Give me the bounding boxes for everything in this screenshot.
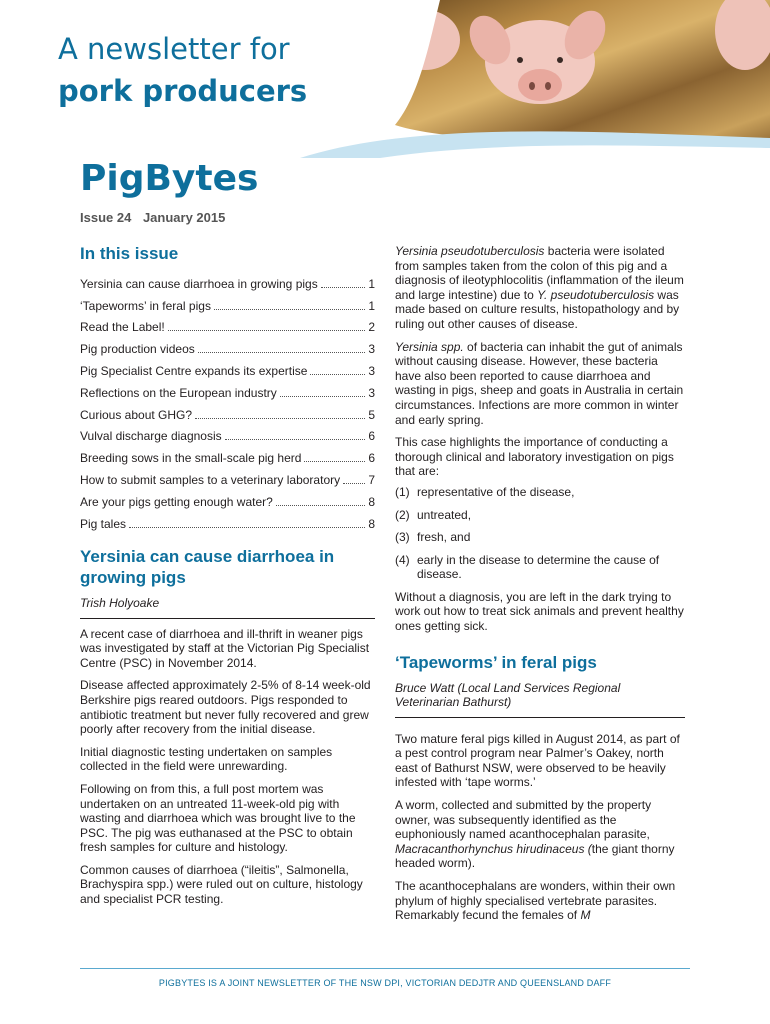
article1-paragraph: Without a diagnosis, you are left in the dark trying to work out how to treat sick animals and prevent healthy ones getting sick. (395, 589, 684, 634)
toc-item[interactable]: How to submit samples to a veterinary laboratory 7 (80, 472, 375, 487)
article1-paragraph: A recent case of diarrhoea and ill-thrift in weaner pigs was investigated by staff at the Victorian Pig Specialist Centre (PSC) in November 2014. (80, 626, 370, 670)
toc-item[interactable]: Pig tales 8 (80, 516, 375, 531)
tagline-line2: pork producers (58, 74, 308, 108)
article1-author: Trish Holyoake (80, 596, 375, 619)
toc-item[interactable]: ‘Tapeworms’ in feral pigs 1 (80, 298, 375, 313)
issue-info (80, 210, 233, 225)
toc-item[interactable]: Vulval discharge diagnosis 6 (80, 429, 375, 444)
article2-heading: ‘Tapeworms’ in feral pigs (395, 652, 597, 672)
footer-divider (80, 968, 690, 969)
article1-paragraph: Common causes of diarrhoea (“ileitis”, Salmonella, Brachyspira spp.) were ruled out on culture, histology and specialist PCR testing. (80, 862, 363, 907)
list-item: (3) fresh, and (395, 530, 471, 545)
list-item: (4) early in the disease to determine the cause of disease. (395, 552, 660, 582)
toc-item[interactable]: Are your pigs getting enough water? 8 (80, 494, 375, 509)
issue-number: Issue 24 (80, 210, 132, 225)
list-item: (2) untreated, (395, 507, 472, 522)
article2-author: Bruce Watt (Local Land Services Regional Veterinarian Bathurst) (395, 681, 685, 718)
article1-heading: Yersinia can cause diarrhoea in growing pigs (80, 546, 335, 587)
issue-date: January 2015 (142, 210, 226, 225)
table-of-contents (80, 269, 375, 531)
right-column (395, 244, 685, 923)
article1-paragraph: Yersinia pseudotuberculosis bacteria were isolated from samples taken from the colon of this pig and a diagnosis of ileotyphlocolitis (inflammation of the ileum and large intestine) due to Y. pseudotuberculosis was made based on culture results, histopathology and by ruling out other causes of disease. (395, 244, 684, 331)
article1-paragraph: Following on from this, a full post mortem was undertaken on an untreated 11-week-old pig with wasting and diarrhoea which was brought live to the PSC. The pig was euthanased at the PSC to obtain fresh samples for culture and histology. (80, 781, 356, 855)
newsletter-title: PigBytes (80, 158, 259, 199)
toc-item[interactable]: Read the Label! 2 (80, 320, 375, 335)
article1-paragraph: Disease affected approximately 2-5% of 8-14 week-old Berkshire pigs reared outdoors. Pigs responded to antibiotic treatment but never fully recovered and grew poorly after recovery from the initial disease. (80, 678, 371, 737)
list-item: (1) representative of the disease, (395, 484, 575, 499)
toc-item[interactable]: Curious about GHG? 5 (80, 407, 375, 422)
masthead-banner (0, 0, 770, 158)
article2-paragraph: Two mature feral pigs killed in August 2014, as part of a pest control program near Palmer’s Oakey, north east of Bathurst NSW, were observed to be heavily infested with ‘tape worms.’ (395, 731, 680, 790)
toc-item[interactable]: Pig Specialist Centre expands its expertise 3 (80, 363, 375, 378)
toc-heading: In this issue (80, 244, 179, 263)
article1-paragraph: Yersinia spp. of bacteria can inhabit the gut of animals without causing disease. However, these bacteria have also been reported to cause diarrhoea and wasting in pigs, sheep and goats in Australia in certain circumstances. Infections are more common in winter and early spring. (395, 339, 684, 427)
article1-paragraph: Initial diagnostic testing undertaken on samples collected in the field were unrewarding. (80, 744, 333, 774)
article2-paragraph: The acanthocephalans are wonders, within their own phylum of highly specialised vertebrate parasites. Remarkably fecund the females of M (395, 879, 676, 923)
article2-paragraph: A worm, collected and submitted by the property owner, was subsequently identified as the euphoniously named acanthocephalan parasite, Macracanthorhynchus hirudinaceus (the giant thorny headed worm). (395, 798, 675, 871)
toc-item[interactable]: Reflections on the European industry 3 (80, 385, 375, 400)
toc-item[interactable]: Yersinia can cause diarrhoea in growing pigs 1 (80, 276, 375, 291)
article1-paragraph: This case highlights the importance of conducting a thorough clinical and laboratory investigation on pigs that are: (395, 435, 674, 479)
toc-item[interactable]: Breeding sows in the small-scale pig herd 6 (80, 451, 375, 466)
left-column (80, 244, 375, 907)
criteria-list (395, 485, 685, 582)
toc-item[interactable]: Pig production videos 3 (80, 342, 375, 357)
tagline-line1: A newsletter for (58, 32, 290, 66)
footer-text: PIGBYTES IS A JOINT NEWSLETTER OF THE NSW DPI, VICTORIAN DEDJTR AND QUEENSLAND DAFF (158, 978, 612, 988)
